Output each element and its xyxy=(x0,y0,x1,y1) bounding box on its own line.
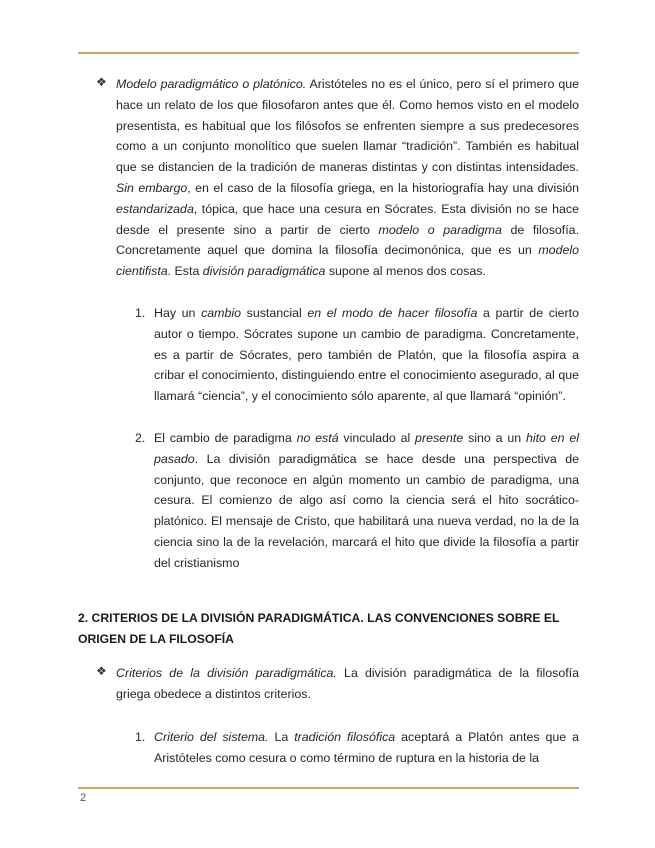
emphasis: Criterios de la división paradigmática. xyxy=(116,666,337,680)
text-run: La xyxy=(268,730,295,744)
list-item-text xyxy=(135,428,579,574)
emphasis: cambio xyxy=(201,306,242,320)
emphasis: Criterio del sistema. xyxy=(154,730,269,744)
text-run: Aristóteles no es el único, pero sí el primero que hace un relato de los que filosofaron antes que él. Como hemos visto en el modelo presentista, es habitual que los filósofos se enfrenten siempre a sus predecesores como a un conjunto monolítico que suelen llamar “tradición”. También es habitual que se distancien de la tradición de maneras distintas y con distintas intensidades. xyxy=(116,77,579,175)
page-number: 2 xyxy=(80,792,87,804)
list-item xyxy=(135,303,579,407)
emphasis: tradición filosófica xyxy=(294,730,396,744)
emphasis: estandarizada xyxy=(116,201,194,216)
text-run: . Esta xyxy=(167,264,203,279)
list-item-text xyxy=(135,303,579,407)
text-run: vinculado al xyxy=(338,431,416,445)
emphasis: presente xyxy=(415,431,464,445)
text-run: . La división paradigmática se hace desde una perspectiva de conjunto, que reconoce en algún momento un cambio de paradigma, una cesura. El comienzo de algo así como la ciencia será el hito socrático-platónico. El mensaje de Cristo, que habilitará una nueva verdad, no la de la ciencia sino la de la revelación, marcará el hito que divide la filosofía a partir del cristianismo xyxy=(154,451,579,570)
paragraph-text xyxy=(78,74,579,282)
text-run: a partir de cierto autor o tiempo. Sócrates supone un cambio de paradigma. Concretamente, es a partir de Sócrates, pero también de Platón, que la filosofía aspira a cribar el conocimiento, distinguiendo entre el conocimiento asegurado, al que llamará “ciencia”, y el conocimiento sólo aparente, al que llamará “opinión”. xyxy=(154,306,580,404)
emphasis: hito en el pasado xyxy=(154,431,579,466)
text-run: sino a un xyxy=(463,431,526,445)
list-item xyxy=(135,727,579,769)
bullet-paragraph-modelo xyxy=(78,74,579,282)
list-item xyxy=(135,428,579,574)
bullet-paragraph-criterios xyxy=(78,663,579,705)
emphasis: Sin embargo xyxy=(116,180,188,195)
text-run: La división paradigmática de la filosofía griega obedece a distintos criterios. xyxy=(116,666,580,701)
paragraph-text xyxy=(78,663,579,705)
list-number: 1. xyxy=(135,306,146,320)
emphasis: modelo cientifista xyxy=(116,243,579,279)
text-run: El cambio de paradigma xyxy=(154,431,297,445)
header-rule xyxy=(78,52,579,54)
emphasis: no está xyxy=(296,431,339,445)
diamond-bullet-icon: ❖ xyxy=(96,75,107,89)
text-run: , en el caso de la filosofía griega, en la historiografía hay una división xyxy=(187,180,579,195)
text-run: supone al menos dos cosas. xyxy=(325,264,486,279)
text-run: aceptará a Platón antes que a Aristóteles como cesura o como término de ruptura en la historia de la xyxy=(154,730,580,765)
list-item-text xyxy=(135,727,579,769)
emphasis: Modelo paradigmático o platónico. xyxy=(116,77,307,91)
list-number: 1. xyxy=(135,730,146,744)
emphasis: en el modo de hacer filosofía xyxy=(307,306,478,320)
text-run: Hay un xyxy=(154,306,202,320)
diamond-bullet-icon: ❖ xyxy=(96,664,107,678)
list-number: 2. xyxy=(135,431,146,445)
text-run: , tópica, que hace una cesura en Sócrates. Esta división no se hace desde el presente sino a partir de cierto xyxy=(116,201,579,237)
emphasis: división paradigmática xyxy=(202,264,326,279)
text-run: sustancial xyxy=(241,306,308,320)
footer-rule xyxy=(78,787,579,789)
text-run: de filosofía. Concretamente aquel que domina la filosofía decimonónica, que es un xyxy=(116,222,580,258)
section-heading: 2. CRITERIOS DE LA DIVISIÓN PARADIGMÁTICA. LAS CONVENCIONES SOBRE EL ORIGEN DE LA FILOSOFÍA xyxy=(78,611,560,646)
emphasis: modelo o paradigma xyxy=(378,222,502,237)
